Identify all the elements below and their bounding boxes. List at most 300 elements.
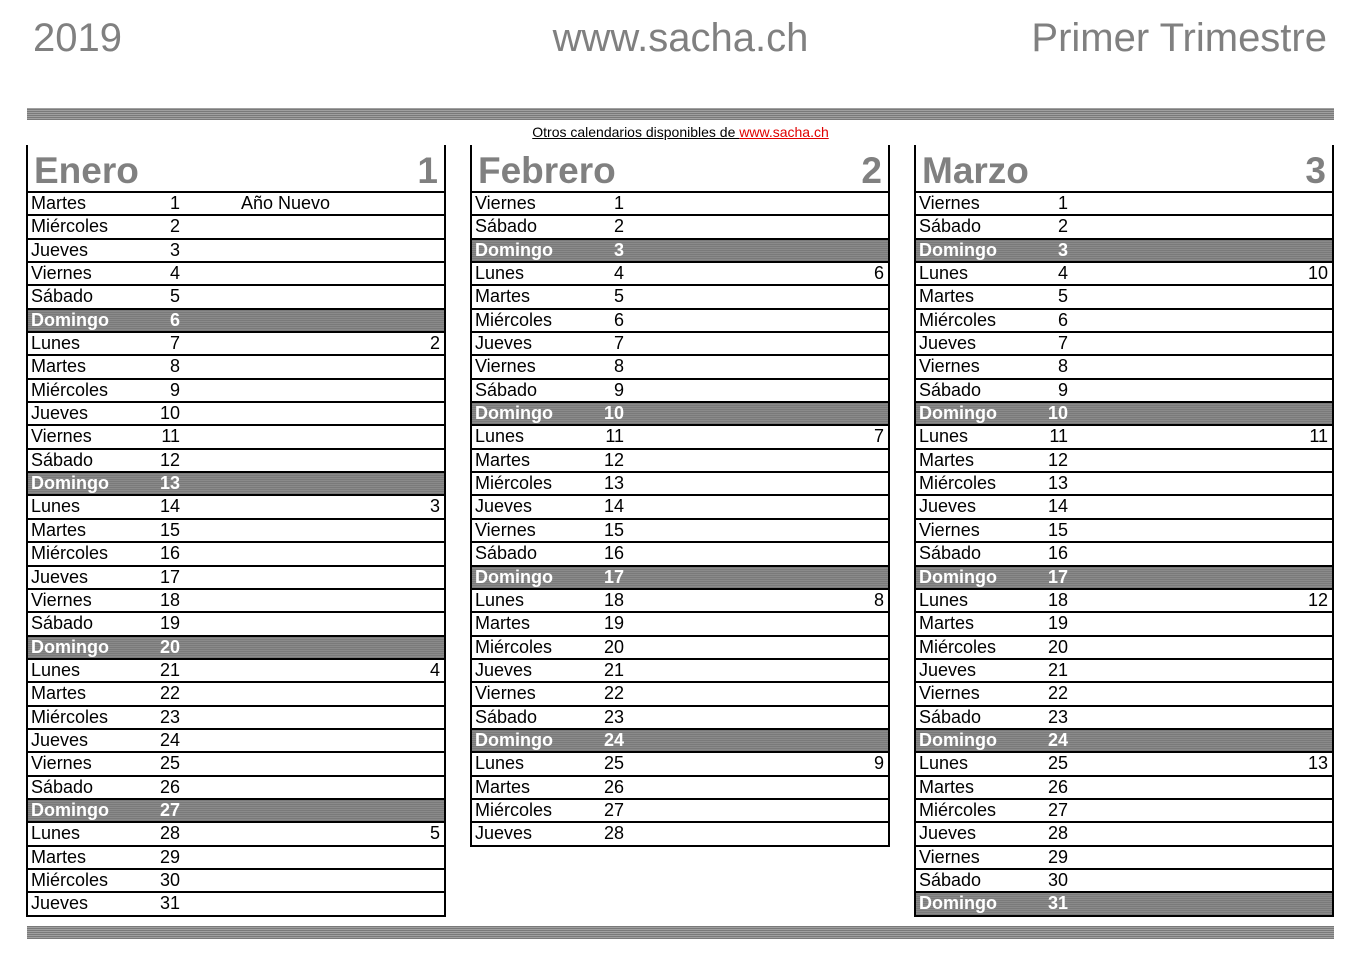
date-number: 21 — [1047, 659, 1068, 680]
weekday-label: Martes — [31, 519, 87, 540]
weekday-label: Viernes — [919, 193, 980, 213]
week-number: 7 — [873, 426, 884, 447]
day-row — [914, 216, 1334, 239]
date-number: 5 — [613, 286, 624, 307]
sunday-row — [914, 730, 1334, 753]
date-number: 29 — [159, 846, 180, 867]
date-number: 27 — [159, 799, 180, 820]
day-row — [470, 426, 890, 449]
month-column-enero — [26, 145, 446, 917]
bottom-divider-bar — [27, 926, 1334, 939]
day-row — [914, 426, 1334, 449]
date-number: 12 — [159, 449, 180, 470]
day-row — [914, 590, 1334, 613]
month-column-febrero — [470, 145, 890, 847]
weekday-label: Jueves — [31, 239, 89, 260]
day-row — [470, 590, 890, 613]
month-name: Enero — [34, 150, 139, 191]
date-number: 16 — [1047, 543, 1068, 564]
week-number: 2 — [429, 333, 440, 354]
day-row — [914, 496, 1334, 519]
weekday-label: Sábado — [31, 286, 94, 307]
date-number: 4 — [169, 263, 180, 284]
week-number: 13 — [1307, 753, 1328, 774]
weekday-label: Domingo — [919, 893, 997, 914]
weekday-label: Lunes — [919, 426, 969, 447]
day-row — [26, 893, 446, 916]
weekday-label: Jueves — [31, 893, 89, 914]
date-number: 25 — [603, 753, 624, 774]
weekday-label: Martes — [31, 846, 87, 867]
date-number: 1 — [613, 193, 624, 213]
month-column-marzo — [914, 145, 1334, 917]
other-calendars-link[interactable]: www.sacha.ch — [739, 124, 829, 140]
date-number: 1 — [1057, 193, 1068, 213]
weekday-label: Viernes — [475, 519, 536, 540]
weekday-label: Lunes — [919, 263, 969, 284]
date-number: 9 — [613, 379, 624, 400]
date-number: 8 — [169, 356, 180, 377]
date-number: 16 — [603, 543, 624, 564]
date-number: 27 — [1047, 799, 1068, 820]
date-number: 28 — [159, 823, 180, 844]
weekday-label: Martes — [475, 776, 531, 797]
day-list — [470, 191, 890, 847]
weekday-label: Lunes — [31, 659, 81, 680]
weekday-label: Domingo — [919, 403, 997, 424]
sunday-row — [26, 310, 446, 333]
day-row — [914, 707, 1334, 730]
weekday-label: Domingo — [475, 566, 553, 587]
date-number: 10 — [603, 403, 624, 424]
date-number: 29 — [1047, 846, 1068, 867]
month-number: 3 — [1305, 150, 1326, 191]
date-number: 27 — [603, 799, 624, 820]
weekday-label: Martes — [475, 286, 531, 307]
day-row — [26, 730, 446, 753]
date-number: 14 — [603, 496, 624, 517]
week-number: 4 — [429, 659, 440, 680]
weekday-label: Miércoles — [919, 309, 997, 330]
weekday-label: Viernes — [31, 426, 92, 447]
week-number: 11 — [1309, 426, 1328, 447]
date-number: 23 — [1047, 706, 1068, 727]
day-row — [914, 683, 1334, 706]
day-row — [26, 263, 446, 286]
day-row — [26, 333, 446, 356]
day-row — [914, 777, 1334, 800]
month-header — [470, 145, 890, 191]
day-row — [26, 216, 446, 239]
weekday-label: Viernes — [919, 846, 980, 867]
weekday-label: Viernes — [919, 356, 980, 377]
day-row — [470, 286, 890, 309]
date-number: 7 — [613, 333, 624, 354]
date-number: 6 — [169, 309, 180, 330]
day-row — [470, 637, 890, 660]
weekday-label: Miércoles — [475, 309, 553, 330]
weekday-label: Viernes — [31, 753, 92, 774]
date-number: 23 — [159, 706, 180, 727]
date-number: 4 — [1057, 263, 1068, 284]
other-calendars-note — [0, 123, 1361, 141]
weekday-label: Domingo — [31, 799, 109, 820]
date-number: 28 — [603, 823, 624, 844]
weekday-label: Viernes — [475, 193, 536, 213]
day-row — [914, 800, 1334, 823]
weekday-label: Jueves — [919, 333, 977, 354]
day-list — [914, 191, 1334, 917]
quarter-title: Primer Trimestre — [1031, 16, 1327, 60]
date-number: 21 — [603, 659, 624, 680]
weekday-label: Martes — [31, 193, 87, 213]
date-number: 26 — [603, 776, 624, 797]
date-number: 10 — [1047, 403, 1068, 424]
weekday-label: Miércoles — [475, 636, 553, 657]
sunday-row — [26, 800, 446, 823]
day-row — [914, 356, 1334, 379]
date-number: 24 — [1047, 729, 1068, 750]
day-row — [914, 193, 1334, 216]
date-number: 19 — [603, 613, 624, 634]
weekday-label: Lunes — [475, 426, 525, 447]
date-number: 26 — [1047, 776, 1068, 797]
weekday-label: Domingo — [475, 729, 553, 750]
day-row — [470, 543, 890, 566]
day-row — [470, 473, 890, 496]
week-number: 5 — [429, 823, 440, 844]
day-row — [470, 216, 890, 239]
day-row — [26, 543, 446, 566]
day-row — [470, 683, 890, 706]
week-number: 8 — [873, 589, 884, 610]
day-row — [914, 450, 1334, 473]
day-row — [914, 543, 1334, 566]
day-row — [470, 450, 890, 473]
weekday-label: Martes — [475, 449, 531, 470]
date-number: 25 — [1047, 753, 1068, 774]
weekday-label: Viernes — [919, 683, 980, 704]
month-header — [26, 145, 446, 191]
day-row — [914, 263, 1334, 286]
day-row — [26, 240, 446, 263]
day-row — [470, 707, 890, 730]
weekday-label: Sábado — [31, 449, 94, 470]
weekday-label: Lunes — [919, 589, 969, 610]
weekday-label: Jueves — [919, 496, 977, 517]
date-number: 7 — [1057, 333, 1068, 354]
weekday-label: Domingo — [31, 636, 109, 657]
date-number: 11 — [161, 426, 180, 447]
week-number: 9 — [873, 753, 884, 774]
date-number: 9 — [169, 379, 180, 400]
date-number: 8 — [613, 356, 624, 377]
day-row — [914, 753, 1334, 776]
date-number: 3 — [613, 239, 624, 260]
day-row — [914, 473, 1334, 496]
date-number: 10 — [159, 403, 180, 424]
day-row — [914, 380, 1334, 403]
day-row — [26, 660, 446, 683]
day-row — [470, 613, 890, 636]
day-row — [470, 356, 890, 379]
week-number: 12 — [1307, 589, 1328, 610]
weekday-label: Miércoles — [31, 216, 109, 237]
weekday-label: Lunes — [31, 823, 81, 844]
weekday-label: Jueves — [31, 403, 89, 424]
weekday-label: Lunes — [475, 753, 525, 774]
weekday-label: Domingo — [475, 239, 553, 260]
day-row — [914, 847, 1334, 870]
day-row — [470, 823, 890, 846]
day-row — [26, 496, 446, 519]
day-row — [26, 567, 446, 590]
sunday-row — [470, 403, 890, 426]
weekday-label: Miércoles — [475, 473, 553, 494]
weekday-label: Jueves — [919, 823, 977, 844]
holiday-note: Año Nuevo — [241, 193, 331, 213]
date-number: 16 — [159, 543, 180, 564]
date-number: 31 — [1047, 893, 1068, 914]
weekday-label: Miércoles — [919, 799, 997, 820]
day-row — [26, 380, 446, 403]
month-name: Marzo — [922, 150, 1029, 191]
date-number: 19 — [159, 613, 180, 634]
weekday-label: Jueves — [475, 333, 533, 354]
weekday-label: Jueves — [475, 496, 533, 517]
date-number: 13 — [603, 473, 624, 494]
day-row — [470, 193, 890, 216]
date-number: 8 — [1057, 356, 1068, 377]
weekday-label: Miércoles — [31, 543, 109, 564]
weekday-label: Domingo — [31, 473, 109, 494]
day-row — [914, 637, 1334, 660]
day-row — [470, 520, 890, 543]
weekday-label: Sábado — [31, 776, 94, 797]
date-number: 18 — [159, 589, 180, 610]
weekday-label: Sábado — [919, 216, 982, 237]
date-number: 6 — [613, 309, 624, 330]
month-number: 1 — [417, 150, 438, 191]
day-row — [470, 380, 890, 403]
weekday-label: Domingo — [919, 729, 997, 750]
weekday-label: Viernes — [475, 683, 536, 704]
date-number: 5 — [169, 286, 180, 307]
day-row — [26, 286, 446, 309]
weekday-label: Sábado — [919, 543, 982, 564]
weekday-label: Martes — [919, 613, 975, 634]
date-number: 30 — [1047, 869, 1068, 890]
date-number: 23 — [603, 706, 624, 727]
weekday-label: Domingo — [475, 403, 553, 424]
weekday-label: Viernes — [31, 263, 92, 284]
sunday-row — [470, 730, 890, 753]
weekday-label: Sábado — [919, 706, 982, 727]
day-row — [470, 777, 890, 800]
weekday-label: Miércoles — [31, 379, 109, 400]
sunday-row — [470, 567, 890, 590]
date-number: 2 — [613, 216, 624, 237]
weekday-label: Miércoles — [31, 869, 109, 890]
weekday-label: Martes — [475, 613, 531, 634]
day-row — [26, 847, 446, 870]
day-row — [914, 660, 1334, 683]
date-number: 22 — [159, 683, 180, 704]
date-number: 11 — [605, 426, 624, 447]
date-number: 7 — [169, 333, 180, 354]
weekday-label: Sábado — [919, 379, 982, 400]
day-row — [26, 590, 446, 613]
date-number: 9 — [1057, 379, 1068, 400]
top-divider-bar — [27, 108, 1334, 120]
day-row — [26, 613, 446, 636]
year-title: 2019 — [33, 16, 122, 60]
date-number: 12 — [603, 449, 624, 470]
weekday-label: Sábado — [475, 543, 538, 564]
week-number: 10 — [1307, 263, 1328, 284]
weekday-label: Miércoles — [31, 706, 109, 727]
date-number: 17 — [159, 566, 180, 587]
weekday-label: Jueves — [31, 566, 89, 587]
weekday-label: Domingo — [919, 566, 997, 587]
weekday-label: Miércoles — [919, 473, 997, 494]
date-number: 12 — [1047, 449, 1068, 470]
weekday-label: Sábado — [919, 869, 982, 890]
day-list — [26, 191, 446, 917]
date-number: 11 — [1049, 426, 1068, 447]
sunday-row — [914, 240, 1334, 263]
weekday-label: Sábado — [31, 613, 94, 634]
weekday-label: Jueves — [475, 823, 533, 844]
day-row — [470, 333, 890, 356]
date-number: 20 — [1047, 636, 1068, 657]
day-row — [470, 660, 890, 683]
date-number: 26 — [159, 776, 180, 797]
date-number: 21 — [159, 659, 180, 680]
date-number: 5 — [1057, 286, 1068, 307]
weekday-label: Jueves — [475, 659, 533, 680]
other-calendars-label: Otros calendarios disponibles de — [532, 124, 740, 140]
date-number: 14 — [159, 496, 180, 517]
weekday-label: Jueves — [919, 659, 977, 680]
weekday-label: Viernes — [475, 356, 536, 377]
sunday-row — [914, 567, 1334, 590]
weekday-label: Sábado — [475, 379, 538, 400]
date-number: 25 — [159, 753, 180, 774]
date-number: 28 — [1047, 823, 1068, 844]
date-number: 15 — [603, 519, 624, 540]
date-number: 14 — [1047, 496, 1068, 517]
date-number: 20 — [603, 636, 624, 657]
date-number: 6 — [1057, 309, 1068, 330]
sunday-row — [26, 473, 446, 496]
weekday-label: Lunes — [919, 753, 969, 774]
day-row — [470, 310, 890, 333]
date-number: 22 — [1047, 683, 1068, 704]
sunday-row — [914, 403, 1334, 426]
day-row — [26, 777, 446, 800]
date-number: 17 — [1047, 566, 1068, 587]
date-number: 17 — [603, 566, 624, 587]
day-row — [914, 333, 1334, 356]
day-row — [26, 520, 446, 543]
day-row — [26, 193, 446, 216]
week-number: 3 — [429, 496, 440, 517]
day-row — [26, 753, 446, 776]
date-number: 19 — [1047, 613, 1068, 634]
date-number: 24 — [159, 729, 180, 750]
month-number: 2 — [861, 150, 882, 191]
date-number: 3 — [1057, 239, 1068, 260]
sunday-row — [26, 637, 446, 660]
date-number: 13 — [159, 473, 180, 494]
week-number: 6 — [873, 263, 884, 284]
day-row — [914, 613, 1334, 636]
weekday-label: Viernes — [31, 589, 92, 610]
month-header — [914, 145, 1334, 191]
weekday-label: Domingo — [919, 239, 997, 260]
date-number: 3 — [169, 239, 180, 260]
date-number: 18 — [1047, 589, 1068, 610]
day-row — [26, 707, 446, 730]
day-row — [26, 450, 446, 473]
weekday-label: Miércoles — [475, 799, 553, 820]
weekday-label: Lunes — [31, 333, 81, 354]
day-row — [470, 753, 890, 776]
day-row — [26, 426, 446, 449]
weekday-label: Lunes — [475, 263, 525, 284]
day-row — [470, 263, 890, 286]
weekday-label: Martes — [31, 683, 87, 704]
date-number: 2 — [1057, 216, 1068, 237]
day-row — [914, 286, 1334, 309]
date-number: 2 — [169, 216, 180, 237]
day-row — [26, 823, 446, 846]
weekday-label: Martes — [919, 776, 975, 797]
weekday-label: Viernes — [919, 519, 980, 540]
weekday-label: Martes — [31, 356, 87, 377]
sunday-row — [914, 893, 1334, 916]
date-number: 15 — [1047, 519, 1068, 540]
date-number: 15 — [159, 519, 180, 540]
date-number: 24 — [603, 729, 624, 750]
date-number: 31 — [159, 893, 180, 914]
weekday-label: Miércoles — [919, 636, 997, 657]
weekday-label: Sábado — [475, 706, 538, 727]
day-row — [26, 683, 446, 706]
day-row — [914, 310, 1334, 333]
date-number: 20 — [159, 636, 180, 657]
day-row — [26, 870, 446, 893]
month-name: Febrero — [478, 150, 616, 191]
weekday-label: Martes — [919, 449, 975, 470]
date-number: 4 — [613, 263, 624, 284]
weekday-label: Lunes — [475, 589, 525, 610]
weekday-label: Lunes — [31, 496, 81, 517]
weekday-label: Sábado — [475, 216, 538, 237]
day-row — [914, 870, 1334, 893]
day-row — [914, 520, 1334, 543]
date-number: 30 — [159, 869, 180, 890]
day-row — [26, 356, 446, 379]
date-number: 1 — [169, 193, 180, 213]
site-url-header: www.sacha.ch — [552, 16, 809, 60]
date-number: 13 — [1047, 473, 1068, 494]
day-row — [470, 800, 890, 823]
weekday-label: Martes — [919, 286, 975, 307]
date-number: 18 — [603, 589, 624, 610]
weekday-label: Domingo — [31, 309, 109, 330]
